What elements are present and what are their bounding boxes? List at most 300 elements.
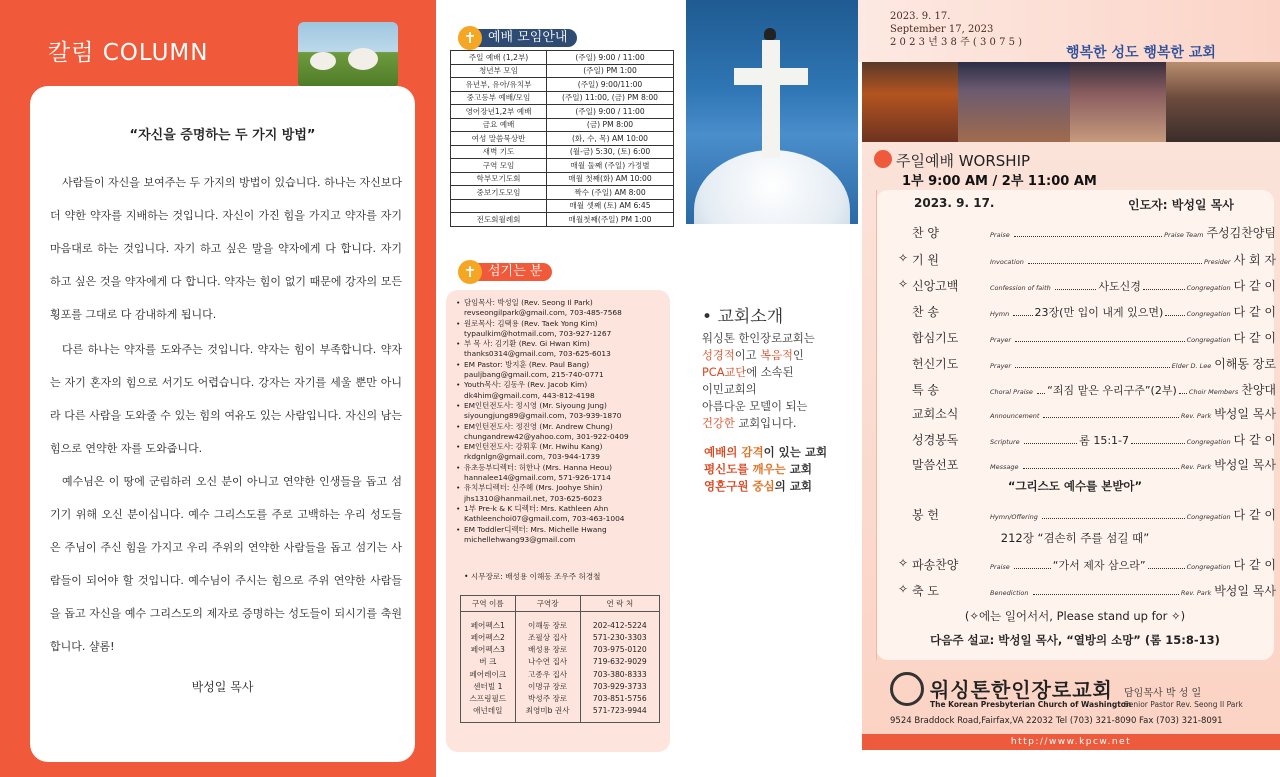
date-block	[890, 10, 1022, 49]
schedule-row	[451, 172, 674, 186]
staff-name: 1부 Pre-k & K 디렉터: Mrs. Kathleen Ahn	[464, 503, 609, 513]
slogan-line	[704, 478, 827, 495]
schedule-time: (화, 수, 목) AM 10:00	[547, 132, 674, 146]
staff-name: 부 목 사: 김기환 (Rev. Gi Hwan Kim)	[464, 339, 590, 349]
order-person: 다 같 이	[1233, 433, 1277, 447]
schedule-row	[451, 78, 674, 92]
bullet-icon: •	[456, 421, 461, 431]
order-detail	[990, 251, 1276, 268]
district-cell: 571-230-3303	[580, 632, 659, 644]
worship-order-item	[898, 355, 1276, 373]
order-label: 합심기도	[912, 331, 959, 345]
cross-photo	[686, 0, 858, 224]
bullet-icon: •	[456, 400, 461, 410]
worship-order-item	[898, 224, 1276, 242]
order-role: Congregation	[1186, 310, 1231, 318]
district-cell: 조필상 집사	[515, 632, 580, 644]
column-panel	[0, 0, 436, 777]
order-person: 사 회 자	[1233, 253, 1276, 267]
staff-name: 원로목사: 김택용 (Rev. Taek Yong Kim)	[464, 318, 598, 328]
slogan-highlight: 깨우는	[752, 462, 786, 476]
schedule-row	[451, 51, 674, 65]
schedule-time: (주일) PM 1:00	[547, 64, 674, 78]
leader-dots	[1024, 435, 1078, 444]
leader-dots	[1023, 460, 1179, 469]
district-cell: 최영미b 권사	[515, 705, 580, 723]
order-detail	[990, 224, 1276, 241]
order-value: 롬 15:1-7	[1079, 434, 1130, 447]
worship-order-item	[898, 556, 1276, 574]
staff-entry	[456, 319, 666, 340]
schedule-event: 학부모기도회	[451, 172, 547, 186]
order-label: 신앙고백	[912, 279, 959, 293]
staff-entry	[456, 483, 666, 504]
slogan-text: 이 있는 교회	[763, 445, 828, 459]
leader-dots	[1179, 385, 1187, 394]
order-label-en: Hymn	[990, 310, 1010, 318]
staff-entry	[456, 339, 666, 360]
order-label-en: Benediction	[990, 589, 1029, 597]
staff-name: 유초등부디렉터: 허한나 (Mrs. Hanna Heou)	[464, 462, 612, 472]
stand-mark-icon: ✧	[898, 556, 909, 570]
district-cell: 나수연 집사	[515, 656, 580, 668]
order-detail	[990, 431, 1276, 448]
district-cell: 박성주 장로	[515, 692, 580, 704]
slogan-highlight: 중심	[752, 479, 775, 493]
district-cell: 이해동 장로	[515, 612, 580, 632]
schedule-panel	[436, 0, 682, 777]
district-cell: 애넌데일	[461, 705, 516, 723]
column-paragraph: 다른 하나는 약자를 도와주는 것입니다. 약자는 힘이 부족합니다. 약자는 자기 혼자의 힘으로 서기도 어렵습니다. 강자는 자기를 세울 뿐만 아니라 다른 사람을 도와줄 수 있는 힘의 여유도 있는 사람입니다. 자신의 남는 힘으로 연약한 자를 도와줍니다.	[50, 343, 402, 455]
staff-name: EM인턴전도사: 정시영 (Mr. Siyoung Jung)	[464, 400, 607, 410]
bullet-icon: •	[456, 298, 461, 307]
order-label: 찬 양	[912, 226, 939, 240]
leader-dots	[1143, 281, 1185, 290]
order-role: Congregation	[1186, 563, 1231, 571]
district-row	[461, 705, 660, 723]
order-label: 교회소식	[912, 407, 959, 421]
order-role: Elder D. Lee	[1171, 362, 1212, 370]
staff-box	[446, 290, 670, 752]
staff-contact: dk4him@gmail.com, 443-812-4198	[464, 390, 595, 400]
order-label-en: Announcement	[990, 412, 1040, 420]
schedule-row	[451, 91, 674, 105]
intro-text	[702, 330, 852, 432]
order-value: 사도신경	[1098, 280, 1141, 293]
column-paragraph: 예수님은 이 땅에 군림하러 오신 분이 아니고 연약한 인생들을 돕고 섬기기 위해 오신 분이십니다. 예수 그리스도를 주로 고백하는 우리 성도들은 주님이 주신 힘을 가지고 우리 주위의 연약한 사람들을 돕고 섬기는 사람들이 되어야 할 것입니다. 예수님이 주시는 힘으로 주위 연약한 사람들을 돕고 자신을 예수 그리스도의 제자로 증명하는 성도들이 되시기를 축원합니다. 샬롬!	[50, 475, 402, 653]
order-role: Rev. Park	[1180, 589, 1212, 597]
schedule-time: 매월 셋째 (토) AM 6:45	[547, 199, 674, 213]
schedule-event	[451, 199, 547, 213]
schedule-row	[451, 145, 674, 159]
order-label-en: Scripture	[990, 438, 1020, 446]
worship-leader: 인도자: 박성일 목사	[1128, 198, 1234, 212]
district-cell: 고종우 집사	[515, 668, 580, 680]
intro-text-plain: 워싱톤 한인장로교회는	[702, 332, 815, 345]
order-person: 이해동 장로	[1214, 357, 1276, 371]
worship-order-item	[898, 251, 1276, 269]
order-person: 박성일 목사	[1214, 407, 1276, 421]
district-cell: 페어펙스1	[461, 612, 516, 632]
column-signature: 박성일 목사	[191, 680, 254, 694]
schedule-row	[451, 199, 674, 213]
schedule-time: (주일) 9:00/11:00	[547, 78, 674, 92]
schedule-table	[450, 50, 674, 227]
leader-dots	[1028, 255, 1202, 264]
district-cell: 스프링필드	[461, 692, 516, 704]
staff-name: EM Toddler디렉터: Mrs. Michelle Hwang	[464, 524, 607, 534]
schedule-row	[451, 213, 674, 227]
date-line: September 17, 2023	[890, 24, 994, 35]
motto: 행복한 성도 행복한 교회	[1066, 45, 1216, 61]
order-label: 성경봉독	[912, 433, 959, 447]
staff-entry	[456, 401, 666, 422]
schedule-time: 매월첫째(주일) PM 1:00	[547, 213, 674, 227]
staff-entry	[456, 298, 666, 319]
district-header-row	[461, 596, 660, 612]
district-cell: 배성용 장로	[515, 644, 580, 656]
intro-text-highlight: 건강한	[702, 417, 735, 430]
schedule-time: (주일) 9:00 / 11:00	[547, 105, 674, 119]
worship-panel	[858, 0, 1280, 777]
district-row	[461, 632, 660, 644]
staff-name: 담임목사: 박성일 (Rev. Seong Il Park)	[464, 298, 593, 307]
worship-order-item	[898, 329, 1276, 347]
schedule-time: (금) PM 8:00	[547, 118, 674, 132]
intro-text-plain: 이고	[734, 349, 761, 362]
district-cell: 703-851-5756	[580, 692, 659, 704]
intro-line	[702, 330, 852, 347]
order-label-en: Praise	[990, 563, 1010, 571]
staff-contact: Kathleenchoi07@gmail.com, 703-463-1004	[464, 514, 625, 524]
intro-line	[702, 381, 852, 398]
order-label: 봉 헌	[912, 508, 939, 522]
slogan-highlight: 감격	[741, 445, 764, 459]
pastor-name-ko: 담임목사 박 성 일	[1124, 688, 1202, 699]
order-person: 찬양대	[1241, 383, 1277, 397]
schedule-time: 짝수 (주일) AM 8:00	[547, 186, 674, 200]
district-cell: 페어펙스3	[461, 644, 516, 656]
district-cell: 703-929-3733	[580, 680, 659, 692]
sheep-icon	[310, 52, 336, 70]
district-cell: 719-632-9029	[580, 656, 659, 668]
intro-panel	[682, 0, 858, 777]
leader-dots	[1131, 435, 1185, 444]
district-row	[461, 680, 660, 692]
leader-dots	[1148, 560, 1185, 569]
order-detail	[990, 456, 1276, 473]
worship-times: 1부 9:00 AM / 2부 11:00 AM	[902, 174, 1097, 189]
district-row	[461, 656, 660, 668]
sanctuary-photo	[1070, 62, 1166, 142]
intro-line	[702, 347, 852, 364]
stand-mark-icon: ✧	[898, 582, 909, 596]
elders-text: 시무장로: 배성용 이해동 조우주 허경철	[470, 572, 601, 581]
worship-order-item	[898, 582, 1276, 600]
slogan-text: 의 교회	[774, 479, 813, 493]
order-value: “가서 제자 삼으라”	[1052, 559, 1146, 572]
schedule-time: (주일) 9:00 / 11:00	[547, 51, 674, 65]
order-label-en: Prayer	[990, 362, 1012, 370]
order-detail	[990, 556, 1276, 573]
leader-dots	[1055, 281, 1097, 290]
schedule-row	[451, 132, 674, 146]
stand-mark-icon: ✧	[898, 251, 909, 265]
bullet-icon: •	[456, 483, 461, 493]
intro-text-plain: 이민교회의	[702, 383, 757, 396]
schedule-event: 구역 모임	[451, 159, 547, 173]
schedule-event: 영어장년1,2부 예배	[451, 105, 547, 119]
church-name-en: The Korean Presbyterian Church of Washington	[930, 700, 1132, 709]
pastor-name-en: Senior Pastor Rev. Seong Il Park	[1124, 700, 1243, 709]
column-title: “자신을 증명하는 두 가지 방법”	[129, 128, 316, 143]
leader-dots	[1014, 560, 1051, 569]
schedule-time: 매월 첫째(화) AM 10:00	[547, 172, 674, 186]
district-row	[461, 644, 660, 656]
leader-dots	[1013, 307, 1032, 316]
district-cell: 703-975-0120	[580, 644, 659, 656]
bullet-icon: •	[456, 524, 461, 534]
district-cell: 571-723-9944	[580, 705, 659, 723]
order-detail	[990, 277, 1276, 294]
district-cell: 202-412-5224	[580, 612, 659, 632]
staff-name: 유치부디렉터: 신주혜 (Mrs. Joohye Shin)	[464, 483, 603, 493]
sheep-icon	[348, 48, 378, 70]
slogan	[704, 444, 827, 495]
church-address: 9524 Braddock Road,Fairfax,VA 22032 Tel (703) 321-8090 Fax (703) 321-8091	[890, 716, 1223, 726]
church-logo-icon	[890, 672, 924, 706]
schedule-event: 유년부, 유아/유치부	[451, 78, 547, 92]
district-table	[460, 595, 660, 723]
intro-text-plain: 아름다운 모델이 되는	[702, 400, 808, 413]
schedule-time: (주일) 11:00, (금) PM 8:00	[547, 91, 674, 105]
order-role: Congregation	[1186, 284, 1231, 292]
bullet-icon: •	[456, 380, 461, 390]
order-role: Congregation	[1186, 336, 1231, 344]
bullet-icon: •	[456, 318, 461, 328]
order-label: 특 송	[912, 383, 939, 397]
district-header: 연 락 처	[580, 596, 659, 612]
district-cell: 703-380-8333	[580, 668, 659, 680]
district-header: 구역 이름	[461, 596, 516, 612]
order-detail	[990, 405, 1276, 422]
stand-note: (✧에는 일어서서, Please stand up for ✧)	[964, 609, 1186, 623]
schedule-event: 청년부 모임	[451, 64, 547, 78]
church-url[interactable]: http://www.kpcw.net	[862, 734, 1280, 750]
order-person: 다 같 이	[1233, 508, 1276, 522]
order-detail	[990, 381, 1276, 398]
district-cell: 센터빌 1	[461, 680, 516, 692]
order-label-en: Hymn/Offering	[990, 513, 1038, 521]
offering-hymn: 212장 “겸손히 주를 섬길 때”	[1000, 531, 1150, 545]
intro-text-plain: 인	[792, 349, 804, 362]
sheep-photo	[298, 22, 398, 88]
cross-icon	[762, 40, 780, 158]
order-role: Rev. Park	[1180, 463, 1212, 471]
leader-dots	[1015, 333, 1185, 342]
staff-header	[458, 260, 668, 284]
staff-contact: revseongilpark@gmail.com, 703-485-7568	[464, 308, 622, 318]
church-name-ko: 워싱톤한인장로교회	[930, 678, 1113, 702]
order-detail	[990, 506, 1276, 523]
staff-contact: thanks0314@gmail.com, 703-625-6013	[464, 349, 611, 359]
order-role: Congregation	[1186, 438, 1231, 446]
worship-order-item	[898, 405, 1276, 423]
staff-name: EM Pastor: 방지훈 (Rev. Paul Bang)	[464, 359, 590, 369]
order-detail	[990, 303, 1276, 320]
staff-contact: typaulkim@hotmail.com, 703-927-1267	[464, 328, 612, 338]
order-label: 파송찬양	[912, 558, 959, 572]
schedule-header	[458, 26, 668, 50]
staff-entry	[456, 442, 666, 463]
staff-list	[456, 298, 666, 545]
order-label-en: Choral Praise	[990, 388, 1033, 396]
congregation-photo	[958, 62, 1070, 142]
order-label: 기 원	[912, 253, 939, 267]
order-person: 다 같 이	[1233, 279, 1277, 293]
district-row	[461, 612, 660, 632]
order-detail	[990, 355, 1276, 372]
staff-contact: jhs1310@hanmail.net, 703-625-6023	[464, 493, 603, 503]
staff-contact: rkdgnlgn@gmail.com, 703-944-1739	[464, 452, 600, 462]
district-cell: 페어레이크	[461, 668, 516, 680]
worship-order-item	[898, 506, 1276, 524]
worship-date: 2023. 9. 17.	[914, 196, 995, 210]
bullet-icon: •	[456, 442, 461, 452]
schedule-event: 새벽 기도	[451, 145, 547, 159]
order-person: 다 같 이	[1233, 558, 1276, 572]
order-value: “죄짐 맡은 우리구주”(2부)	[1047, 384, 1177, 397]
worship-order-item	[898, 456, 1276, 474]
schedule-event: 중고등부 예배/모임	[451, 91, 547, 105]
order-label: 축 도	[912, 584, 939, 598]
intro-line	[702, 398, 852, 415]
slogan-text: 예배의	[704, 445, 742, 459]
order-person: 주성김찬양팀	[1206, 226, 1276, 240]
staff-contact: siyoungjung89@gmail.com, 703-939-1870	[464, 411, 622, 421]
bullet-icon: •	[456, 339, 461, 349]
flower-icon	[874, 150, 892, 168]
schedule-header-label: 예배 모임안내	[478, 29, 577, 47]
district-row	[461, 692, 660, 704]
worship-title: 주일예배 WORSHIP	[896, 152, 1031, 170]
order-detail	[990, 582, 1276, 599]
intro-text-highlight: PCA교단	[702, 366, 747, 379]
cross-icon: ✝	[458, 260, 482, 284]
leader-dots	[1165, 307, 1184, 316]
intro-line	[702, 364, 852, 381]
district-cell: 버 크	[461, 656, 516, 668]
schedule-event: 여성 말씀묵상반	[451, 132, 547, 146]
date-line: 2023. 9. 17.	[890, 11, 951, 22]
order-role: Praise Team	[1164, 231, 1204, 239]
slogan-text: 평신도를	[704, 462, 753, 476]
intro-text-highlight: 성경적	[702, 349, 735, 362]
staff-name: EM인턴전도사: 정진영 (Mr. Andrew Chung)	[464, 421, 613, 431]
intro-text-plain: 교회입니다.	[734, 417, 797, 430]
slogan-text: 교회	[785, 462, 813, 476]
worship-order-item	[898, 431, 1276, 449]
order-role: Congregation	[1186, 513, 1231, 521]
leader-dots	[1043, 409, 1178, 418]
intro-text-highlight: 복음적	[760, 349, 793, 362]
order-role: Choir Members	[1188, 388, 1239, 396]
leader-dots	[1015, 359, 1170, 368]
sermon-title: “그리스도 예수를 본받아”	[1007, 479, 1143, 493]
congregation-photo	[862, 62, 958, 142]
order-label: 찬 송	[912, 305, 939, 319]
schedule-row	[451, 186, 674, 200]
bullet-icon: •	[456, 462, 461, 472]
schedule-time: 매월 둘째 (주일) 가정별	[547, 159, 674, 173]
order-person: 박성일 목사	[1214, 458, 1276, 472]
staff-contact: pauljbang@gmail.com, 215-740-0771	[464, 370, 604, 380]
order-role: Presider	[1204, 258, 1231, 266]
column-header	[18, 22, 418, 80]
staff-entry	[456, 422, 666, 443]
order-label-en: Message	[990, 463, 1019, 471]
schedule-time: (월-금) 5:30, (토) 6:00	[547, 145, 674, 159]
order-label-en: Confession of faith	[990, 284, 1051, 292]
stand-mark-icon: ✧	[898, 277, 909, 291]
slogan-line	[704, 461, 827, 478]
staff-contact: michellehwang93@gmail.com	[464, 534, 576, 544]
photo-collage	[862, 62, 1280, 142]
staff-entry	[456, 463, 666, 484]
slogan-line	[704, 444, 827, 461]
schedule-event: 금요 예배	[451, 118, 547, 132]
order-person: 다 같 이	[1233, 305, 1277, 319]
intro-heading: • 교회소개	[702, 307, 784, 327]
staff-name: EM인턴전도사: 강휘후 (Mr. Hwihu Kang)	[464, 442, 603, 452]
bullet-icon: •	[456, 359, 461, 369]
schedule-event: 주일 예배 (1,2부)	[451, 51, 547, 65]
order-person: 박성일 목사	[1214, 584, 1276, 598]
order-person: 다 같 이	[1233, 331, 1276, 345]
staff-contact: hannalee14@gmail.com, 571-926-1714	[464, 473, 611, 483]
staff-entry	[456, 380, 666, 401]
schedule-row	[451, 159, 674, 173]
schedule-event: 전도회월례회	[451, 213, 547, 227]
column-card	[30, 86, 415, 762]
staff-entry	[456, 525, 666, 546]
bullet-icon: •	[456, 503, 461, 513]
leader-dots	[1037, 385, 1045, 394]
order-label: 헌신기도	[912, 357, 959, 371]
staff-entry	[456, 360, 666, 381]
order-label-en: Invocation	[990, 258, 1024, 266]
column-header-title: 칼럼 COLUMN	[48, 40, 209, 66]
cross-icon: ✝	[458, 26, 482, 50]
youth-photo	[1166, 62, 1280, 142]
order-label: 말씀선포	[912, 458, 959, 472]
column-paragraph: 사람들이 자신을 보여주는 두 가지의 방법이 있습니다. 하나는 자신보다 더 약한 약자를 지배하는 것입니다. 자신이 가진 힘을 가지고 약자를 자기 마음대로 하는 것입니다. 자기 하고 싶은 말을 약자에게 다 합니다. 자기 하고 싶은 것을 약자에게 다 합니다. 약자는 힘이 없기 때문에 강자의 모든 횡포를 그대로 다 감내하게 됩니다.	[50, 176, 402, 321]
order-role: Rev. Park	[1180, 412, 1212, 420]
staff-header-label: 섬기는 분	[478, 263, 552, 281]
schedule-event: 중보기도모임	[451, 186, 547, 200]
schedule-row	[451, 105, 674, 119]
intro-line	[702, 415, 852, 432]
order-detail	[990, 329, 1276, 346]
district-row	[461, 668, 660, 680]
district-header: 구역장	[515, 596, 580, 612]
leader-dots	[1014, 228, 1162, 237]
staff-name: Youth목사: 김동우 (Rev. Jacob Kim)	[464, 380, 588, 390]
order-label-en: Prayer	[990, 336, 1012, 344]
order-label-en: Praise	[990, 231, 1010, 239]
elders-line: • 시무장로: 배성용 이해동 조우주 허경철	[464, 572, 601, 581]
staff-entry	[456, 504, 666, 525]
